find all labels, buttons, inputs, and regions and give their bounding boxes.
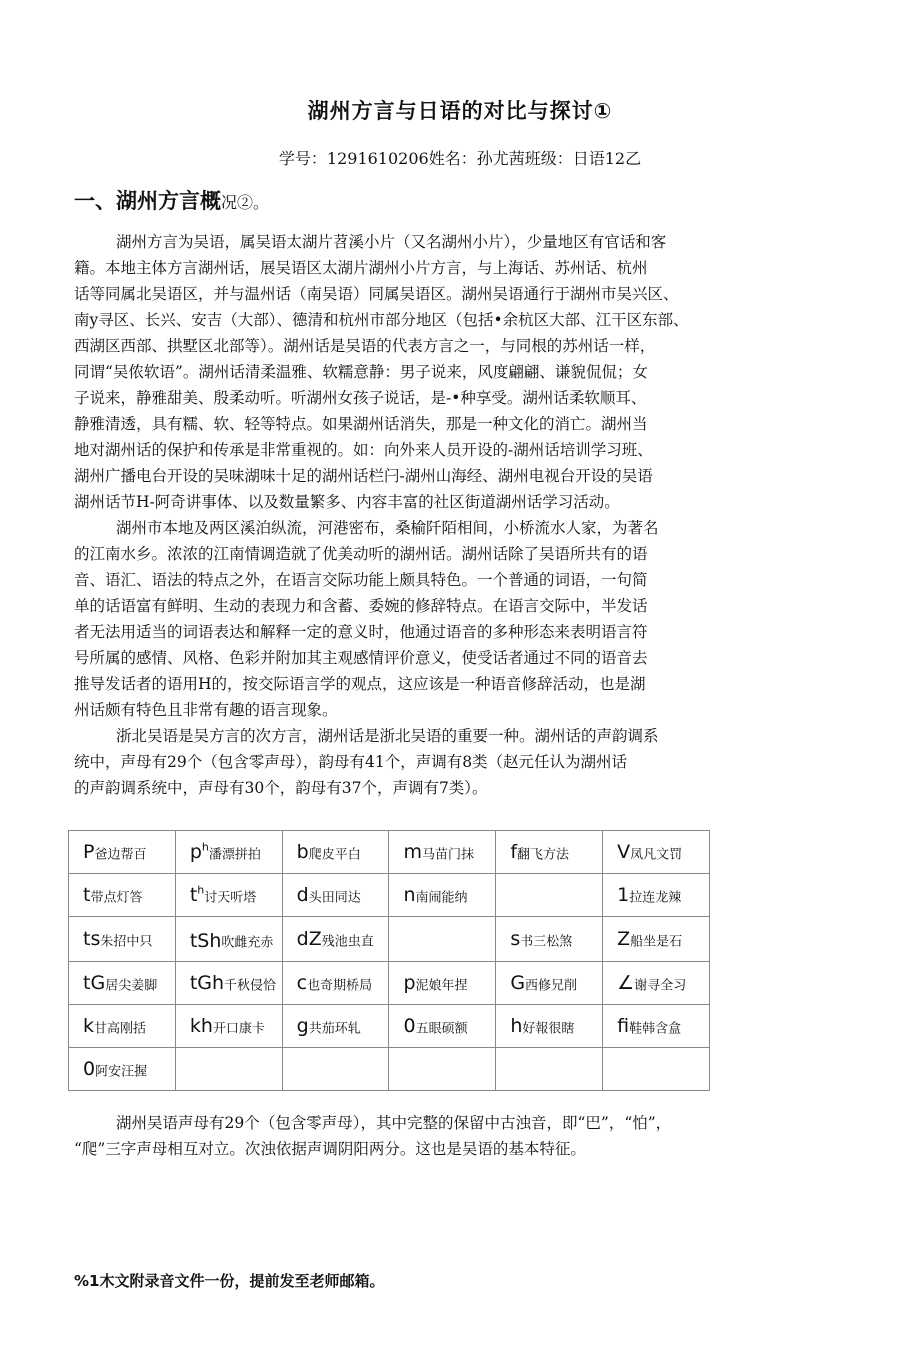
text-line: 推导发话者的语用H的，按交际语言学的观点，这应该是一种语音修辞活动，也是湖 (74, 675, 646, 693)
example-characters: 马苗门抹 (422, 847, 475, 863)
table-cell (69, 874, 176, 917)
table-cell (175, 962, 282, 1005)
text-line: 地对湖州话的保护和传承是非常重视的。如：向外来人员开设的-湖州话培训学习班、 (74, 441, 653, 459)
phoneme-symbol: t (83, 884, 91, 907)
phoneme-symbol: G (510, 972, 526, 995)
text-line: 静雅清透，具有糯、软、轻等特点。如果湖州话消失，那是一种文化的消亡。湖州当 (74, 415, 648, 433)
example-characters: 书三松煞 (520, 934, 573, 950)
text-line: 浙北吴语是吴方言的次方言，湖州话是浙北吴语的重要一种。湖州话的声韵调系 (116, 727, 659, 745)
section-heading (74, 185, 269, 215)
phoneme-symbol: P (83, 841, 95, 864)
phoneme-symbol: dZ (296, 928, 322, 951)
table-cell (496, 1048, 603, 1091)
example-characters: 爬皮平白 (308, 847, 361, 863)
phoneme-symbol: 0 (83, 1058, 96, 1081)
footnote: %1木文附录音文件一份，提前发至老师邮箱。 (74, 1272, 385, 1290)
text-line: 同谓“吴侬软语”。湖州话清柔温雅、软糯意静：男子说来，风度翩翩、谦貌侃侃；女 (74, 363, 648, 381)
document-title: 湖州方言与日语的对比与探讨① (307, 99, 613, 123)
phoneme-symbol: Z (617, 928, 631, 951)
example-characters: 爸边帮百 (94, 847, 147, 863)
example-characters: 朱招中只 (100, 934, 153, 950)
example-characters: 阿安汪握 (95, 1064, 148, 1080)
phoneme-symbol: ∠ (617, 972, 635, 995)
text-line: 的江南水乡。浓浓的江南情调造就了优美动听的湖州话。湖州话除了吴语所共有的语 (74, 545, 648, 563)
phoneme-symbol: tGh (189, 972, 225, 995)
text-line: 音、语汇、语法的特点之外，在语言交际功能上颇具特色。一个普通的词语，一句简 (74, 571, 648, 589)
example-characters: 凤凡文罚 (630, 847, 683, 863)
example-characters: 谢寻全习 (634, 978, 687, 994)
body-text (74, 229, 794, 801)
text-line: 者无法用适当的词语表达和解释一定的意义时，他通过语音的多种形态来表明语言符 (74, 623, 648, 641)
example-characters: 共茄环轧 (308, 1021, 361, 1037)
text-line: 子说来，静雅甜美、殷柔动听。听湖州女孩子说话，是-•种享受。湖州话柔软顺耳、 (74, 389, 647, 407)
table-cell (282, 1048, 389, 1091)
table-row (69, 831, 710, 874)
table-cell (69, 917, 176, 962)
phoneme-symbol: ts (83, 928, 101, 951)
phoneme-symbol: n (403, 884, 416, 907)
table-cell (389, 1005, 496, 1048)
example-characters: 头田同达 (308, 890, 361, 906)
table-cell (282, 1005, 389, 1048)
phoneme-symbol: k (83, 1015, 95, 1038)
text-line: 湖州市本地及两区溪泊纵流，河港密布，桑榆阡陌相间，小桥流水人家，为著名 (116, 519, 659, 537)
initials-table (68, 830, 710, 1091)
example-characters: 吹雌充赤 (221, 935, 274, 951)
text-line: 湖州话节H-阿奇讲事体、以及数量繁多、内容丰富的社区街道湖州话学习活动。 (74, 493, 620, 511)
example-characters: 泥娘年捏 (415, 978, 468, 994)
table-cell (175, 1005, 282, 1048)
text-line: 的声韵调系统中，声母有30个，韵母有37个，声调有7类）。 (74, 779, 488, 797)
text-line: 话等同属北吴语区，并与温州话（南吴语）同属吴语区。湖州吴语通行于湖州市吴兴区、 (74, 285, 679, 303)
example-characters: 甘高刚括 (94, 1021, 147, 1037)
table-cell (603, 874, 710, 917)
table-cell (496, 917, 603, 962)
phoneme-symbol: c (296, 972, 308, 995)
phoneme-symbol: s (510, 928, 521, 951)
table-cell (175, 917, 282, 962)
table-cell (69, 1005, 176, 1048)
text-line: 湖州广播电台开设的吴味湖味十足的湖州话栏闩-湖州山海经、湖州电视台开设的吴语 (74, 467, 653, 485)
table-row (69, 874, 710, 917)
table-cell (175, 1048, 282, 1091)
example-characters: 拉连龙辣 (629, 890, 682, 906)
phoneme-symbol: tSh (189, 929, 222, 952)
example-characters: 船坐是石 (630, 934, 683, 950)
example-characters: 翻飞方法 (517, 847, 570, 863)
table-cell (282, 831, 389, 874)
table-cell (603, 1048, 710, 1091)
phoneme-symbol: b (296, 841, 309, 864)
table-cell (282, 874, 389, 917)
phoneme-symbol: V (617, 841, 631, 864)
example-characters: 千秋侵恰 (224, 978, 277, 994)
example-characters: 讨天听塔 (204, 890, 257, 906)
phoneme-symbol: tG (83, 972, 106, 995)
section-heading-main: 一、湖州方言概 (74, 189, 221, 213)
phoneme-symbol: 1 (617, 884, 630, 907)
example-characters: 鞋韩含盒 (629, 1021, 682, 1037)
table-cell (496, 962, 603, 1005)
table-cell (282, 962, 389, 1005)
table-cell (603, 917, 710, 962)
text-line: 统中，声母有29个（包含零声母），韵母有41个，声调有8类（赵元任认为湖州话 (74, 753, 628, 771)
example-characters: 带点灯答 (90, 890, 143, 906)
phoneme-symbol: p (403, 972, 416, 995)
table-cell (69, 831, 176, 874)
text-line: 号所属的感情、风格、色彩并附加其主观感情评价意义，使受话者通过不同的语音去 (74, 649, 648, 667)
phoneme-symbol: $p^h$ (189, 840, 209, 864)
phoneme-aspiration: h (197, 883, 205, 897)
example-characters: 开口康卡 (212, 1021, 265, 1037)
example-characters: 西修兄削 (525, 978, 578, 994)
example-characters: 也奇期桥局 (307, 978, 373, 994)
table-row (69, 917, 710, 962)
phoneme-symbol: h (510, 1015, 523, 1038)
table-cell (389, 1048, 496, 1091)
text-line: 湖州吴语声母有29个（包含零声母），其中完整的保留中古浊音，即“巴”，“怕”， (116, 1114, 672, 1132)
phoneme-symbol: g (296, 1015, 309, 1038)
body-text-after-table (74, 1110, 794, 1162)
phoneme-symbol: m (403, 841, 422, 864)
table-cell (603, 962, 710, 1005)
table-cell (175, 874, 282, 917)
text-line: 籍。本地主体方言湖州话，展吴语区太湖片湖州小片方言，与上海话、苏州话、杭州 (74, 259, 648, 277)
text-line: 单的话语富有鲜明、生动的表现力和含蓄、委婉的修辞特点。在语言交际中，半发话 (74, 597, 648, 615)
table-cell (389, 874, 496, 917)
table-cell (69, 1048, 176, 1091)
table-cell (389, 962, 496, 1005)
text-line: 南y寻区、长兴、安吉（大部）、德清和杭州市部分地区（包括•余杭区大部、江干区东部、 (74, 311, 689, 329)
table-cell (603, 831, 710, 874)
text-line: “爬”三字声母相互对立。次浊依据声调阴阳两分。这也是吴语的基本特征。 (74, 1140, 586, 1158)
text-line: 西湖区西部、拱墅区北部等）。湖州话是吴语的代表方言之一，与同根的苏州话一样， (74, 337, 656, 355)
phoneme-symbol: 0 (403, 1015, 416, 1038)
example-characters: 南闹能纳 (415, 890, 468, 906)
text-line: 湖州方言为吴语，属吴语太湖片苕溪小片（又名湖州小片），少量地区有官话和客 (116, 233, 667, 251)
example-characters: 残池虫直 (321, 934, 374, 950)
table-cell (496, 831, 603, 874)
phoneme-aspiration: h (201, 840, 209, 854)
phoneme-symbol: f (510, 841, 518, 864)
table-cell (603, 1005, 710, 1048)
table-cell (69, 962, 176, 1005)
example-characters: 潘漂拼拍 (208, 847, 261, 863)
text-line: 州话颇有特色且非常有趣的语言现象。 (74, 701, 338, 719)
table-row (69, 1005, 710, 1048)
table-row (69, 962, 710, 1005)
phoneme-symbol: fi (617, 1015, 630, 1038)
table-row (69, 1048, 710, 1091)
table-cell (496, 874, 603, 917)
student-info: 学号：1291610206姓名：孙尤茜班级：日语12乙 (278, 149, 642, 168)
section-heading-suffix: 况②。 (221, 193, 270, 212)
example-characters: 五眼硕额 (415, 1021, 468, 1037)
table-cell (389, 831, 496, 874)
phoneme-symbol: kh (189, 1015, 213, 1038)
table-cell (496, 1005, 603, 1048)
table-cell (389, 917, 496, 962)
phoneme-symbol: $t^h$ (189, 883, 205, 907)
table-cell (282, 917, 389, 962)
example-characters: 居尖姜脚 (105, 978, 158, 994)
example-characters: 好報很瞎 (522, 1021, 575, 1037)
table-cell (175, 831, 282, 874)
phoneme-symbol: d (296, 884, 309, 907)
